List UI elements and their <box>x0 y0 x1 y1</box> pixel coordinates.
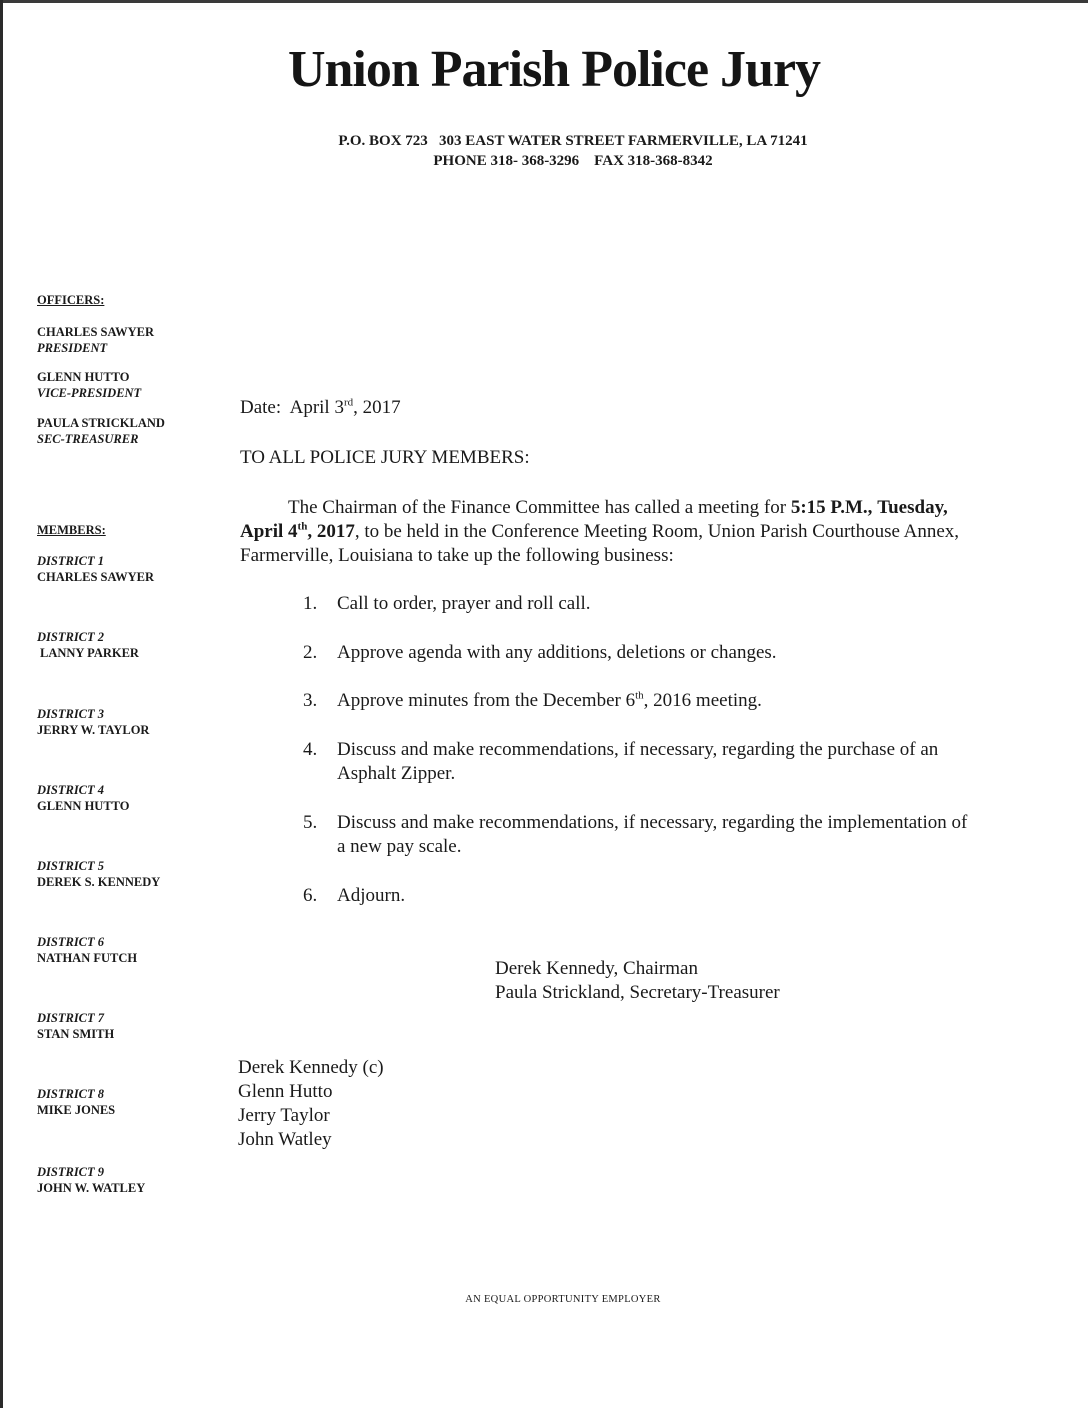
agenda-number: 3. <box>303 690 318 711</box>
officers-heading: OFFICERS: <box>37 293 105 307</box>
agenda-suffix: th <box>635 689 644 702</box>
member-entry <box>37 782 130 814</box>
salutation: TO ALL POLICE JURY MEMBERS: <box>240 447 530 468</box>
committee-member: Jerry Taylor <box>238 1105 330 1126</box>
member-name: STAN SMITH <box>37 1027 115 1041</box>
agenda-number: 5. <box>303 812 318 833</box>
agenda-number: 6. <box>303 885 318 906</box>
letterhead-title: Union Parish Police Jury <box>287 41 821 98</box>
member-name: MIKE JONES <box>37 1103 116 1117</box>
member-name: NATHAN FUTCH <box>37 951 138 965</box>
meeting-notice-paragraph <box>240 496 970 568</box>
committee-list <box>238 1056 384 1152</box>
member-district: DISTRICT 9 <box>37 1165 105 1179</box>
agenda-number: 2. <box>303 642 318 663</box>
member-entry <box>37 1164 145 1196</box>
member-entry <box>37 934 137 966</box>
agenda-number: 1. <box>303 593 318 614</box>
member-entry <box>37 1010 114 1042</box>
agenda-text: Discuss and make recommendations, if necessary, regarding the implementation of a new pay scale. <box>337 812 968 857</box>
date-suffix: rd <box>343 396 354 409</box>
member-entry <box>37 1086 115 1118</box>
member-district: DISTRICT 3 <box>37 707 105 721</box>
member-entry <box>37 706 149 738</box>
committee-member: John Watley <box>238 1129 332 1150</box>
meeting-day-text: Tuesday, April 4 <box>240 497 948 542</box>
letterhead-contact <box>0 131 1088 171</box>
member-district: DISTRICT 7 <box>37 1011 105 1025</box>
officer-entry <box>37 324 154 356</box>
officer-role: PRESIDENT <box>37 341 108 355</box>
member-district: DISTRICT 5 <box>37 859 105 873</box>
phone-line: PHONE 318- 368-3296 FAX 318-368-8342 <box>433 153 713 169</box>
agenda-text <box>337 689 977 713</box>
member-district: DISTRICT 6 <box>37 935 105 949</box>
officer-name: GLENN HUTTO <box>37 370 130 384</box>
member-district: DISTRICT 8 <box>37 1087 105 1101</box>
address-line: P.O. BOX 723 303 EAST WATER STREET FARMERVILLE, LA 71241 <box>338 133 808 149</box>
agenda-text: Approve agenda with any additions, deletions or changes. <box>337 642 777 663</box>
notice-part2: , to be held in the Conference Meeting Room, Union Parish Courthouse Annex, Farmerville, Louisiana to take up the following business: <box>240 521 960 566</box>
member-district: DISTRICT 2 <box>37 630 105 644</box>
officer-name: CHARLES SAWYER <box>37 325 155 339</box>
members-heading: MEMBERS: <box>37 523 106 537</box>
meeting-day-year: , 2017 <box>307 521 355 542</box>
officer-role: SEC-TREASURER <box>37 432 139 446</box>
scan-edge-left <box>0 0 3 1408</box>
member-district: DISTRICT 1 <box>37 554 105 568</box>
date-year: , 2017 <box>353 397 401 418</box>
member-name: JERRY W. TAYLOR <box>37 723 150 737</box>
agenda-number: 4. <box>303 739 318 760</box>
signature-line: Derek Kennedy, Chairman <box>495 958 698 979</box>
officer-name: PAULA STRICKLAND <box>37 416 165 430</box>
agenda-text: Discuss and make recommendations, if necessary, regarding the purchase of an Asphalt Zipper. <box>337 739 939 784</box>
signature-line: Paula Strickland, Secretary-Treasurer <box>495 982 780 1003</box>
officer-entry <box>37 415 165 447</box>
officer-role: VICE-PRESIDENT <box>37 386 142 400</box>
agenda-text: Adjourn. <box>337 885 406 906</box>
letter-date <box>240 396 401 420</box>
scan-edge-top <box>0 0 1088 3</box>
agenda-text-before: Approve minutes from the December 6 <box>337 690 636 711</box>
meeting-time: 5:15 P.M., <box>790 497 873 518</box>
member-name: LANNY PARKER <box>40 646 139 660</box>
member-district: DISTRICT 4 <box>37 783 105 797</box>
signature-block <box>495 957 780 1005</box>
member-entry <box>37 858 160 890</box>
agenda-text: Call to order, prayer and roll call. <box>337 593 591 614</box>
member-name: GLENN HUTTO <box>37 799 130 813</box>
notice-part1: The Chairman of the Finance Committee has called a meeting for <box>288 497 791 518</box>
officer-entry <box>37 369 141 401</box>
member-entry <box>37 629 139 661</box>
agenda-text-after: , 2016 meeting. <box>643 690 762 711</box>
meeting-day-suffix: th <box>297 520 308 533</box>
committee-member: Derek Kennedy (c) <box>238 1057 384 1078</box>
committee-member: Glenn Hutto <box>238 1081 333 1102</box>
date-month-day: April 3 <box>289 397 344 418</box>
date-label: Date: <box>240 397 282 418</box>
member-name: JOHN W. WATLEY <box>37 1181 146 1195</box>
member-entry <box>37 553 154 585</box>
footer-eoe: AN EQUAL OPPORTUNITY EMPLOYER <box>465 1294 661 1305</box>
member-name: DEREK S. KENNEDY <box>37 875 161 889</box>
member-name: CHARLES SAWYER <box>37 570 155 584</box>
